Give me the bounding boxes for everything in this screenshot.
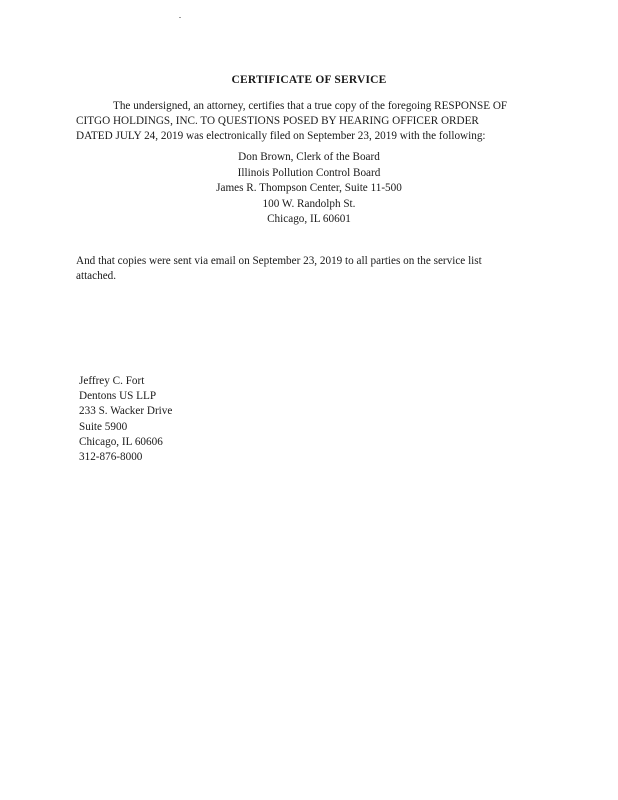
signature-suite: Suite 5900 <box>79 420 128 433</box>
intro-line: The undersigned, an attorney, certifies that a true copy of the foregoing RESPONSE OF <box>113 100 508 112</box>
recipient-address <box>0 150 618 228</box>
address-line: Chicago, IL 60601 <box>267 213 351 225</box>
address-line: James R. Thompson Center, Suite 11-500 <box>216 182 402 194</box>
intro-line: DATED JULY 24, 2019 was electronically filed on September 23, 2019 with the following: <box>76 130 486 142</box>
address-line: 100 W. Randolph St. <box>262 197 356 210</box>
signature-firm: Dentons US LLP <box>79 390 157 403</box>
address-line: Illinois Pollution Control Board <box>237 166 381 179</box>
email-service-paragraph <box>76 254 556 284</box>
intro-line: CITGO HOLDINGS, INC. TO QUESTIONS POSED BY HEARING OFFICER ORDER <box>76 115 479 127</box>
address-line: Don Brown, Clerk of the Board <box>238 151 380 163</box>
signature-phone: 312-876-8000 <box>79 451 143 464</box>
document-title: CERTIFICATE OF SERVICE <box>231 74 387 86</box>
signature-city: Chicago, IL 60606 <box>79 435 163 448</box>
email-line: And that copies were sent via email on September 23, 2019 to all parties on the service list <box>76 255 482 267</box>
intro-paragraph <box>76 99 556 144</box>
scan-speck <box>179 17 181 18</box>
signature-block <box>79 374 379 465</box>
signature-name: Jeffrey C. Fort <box>79 375 145 387</box>
email-line: attached. <box>76 270 117 282</box>
signature-street: 233 S. Wacker Drive <box>79 405 173 418</box>
